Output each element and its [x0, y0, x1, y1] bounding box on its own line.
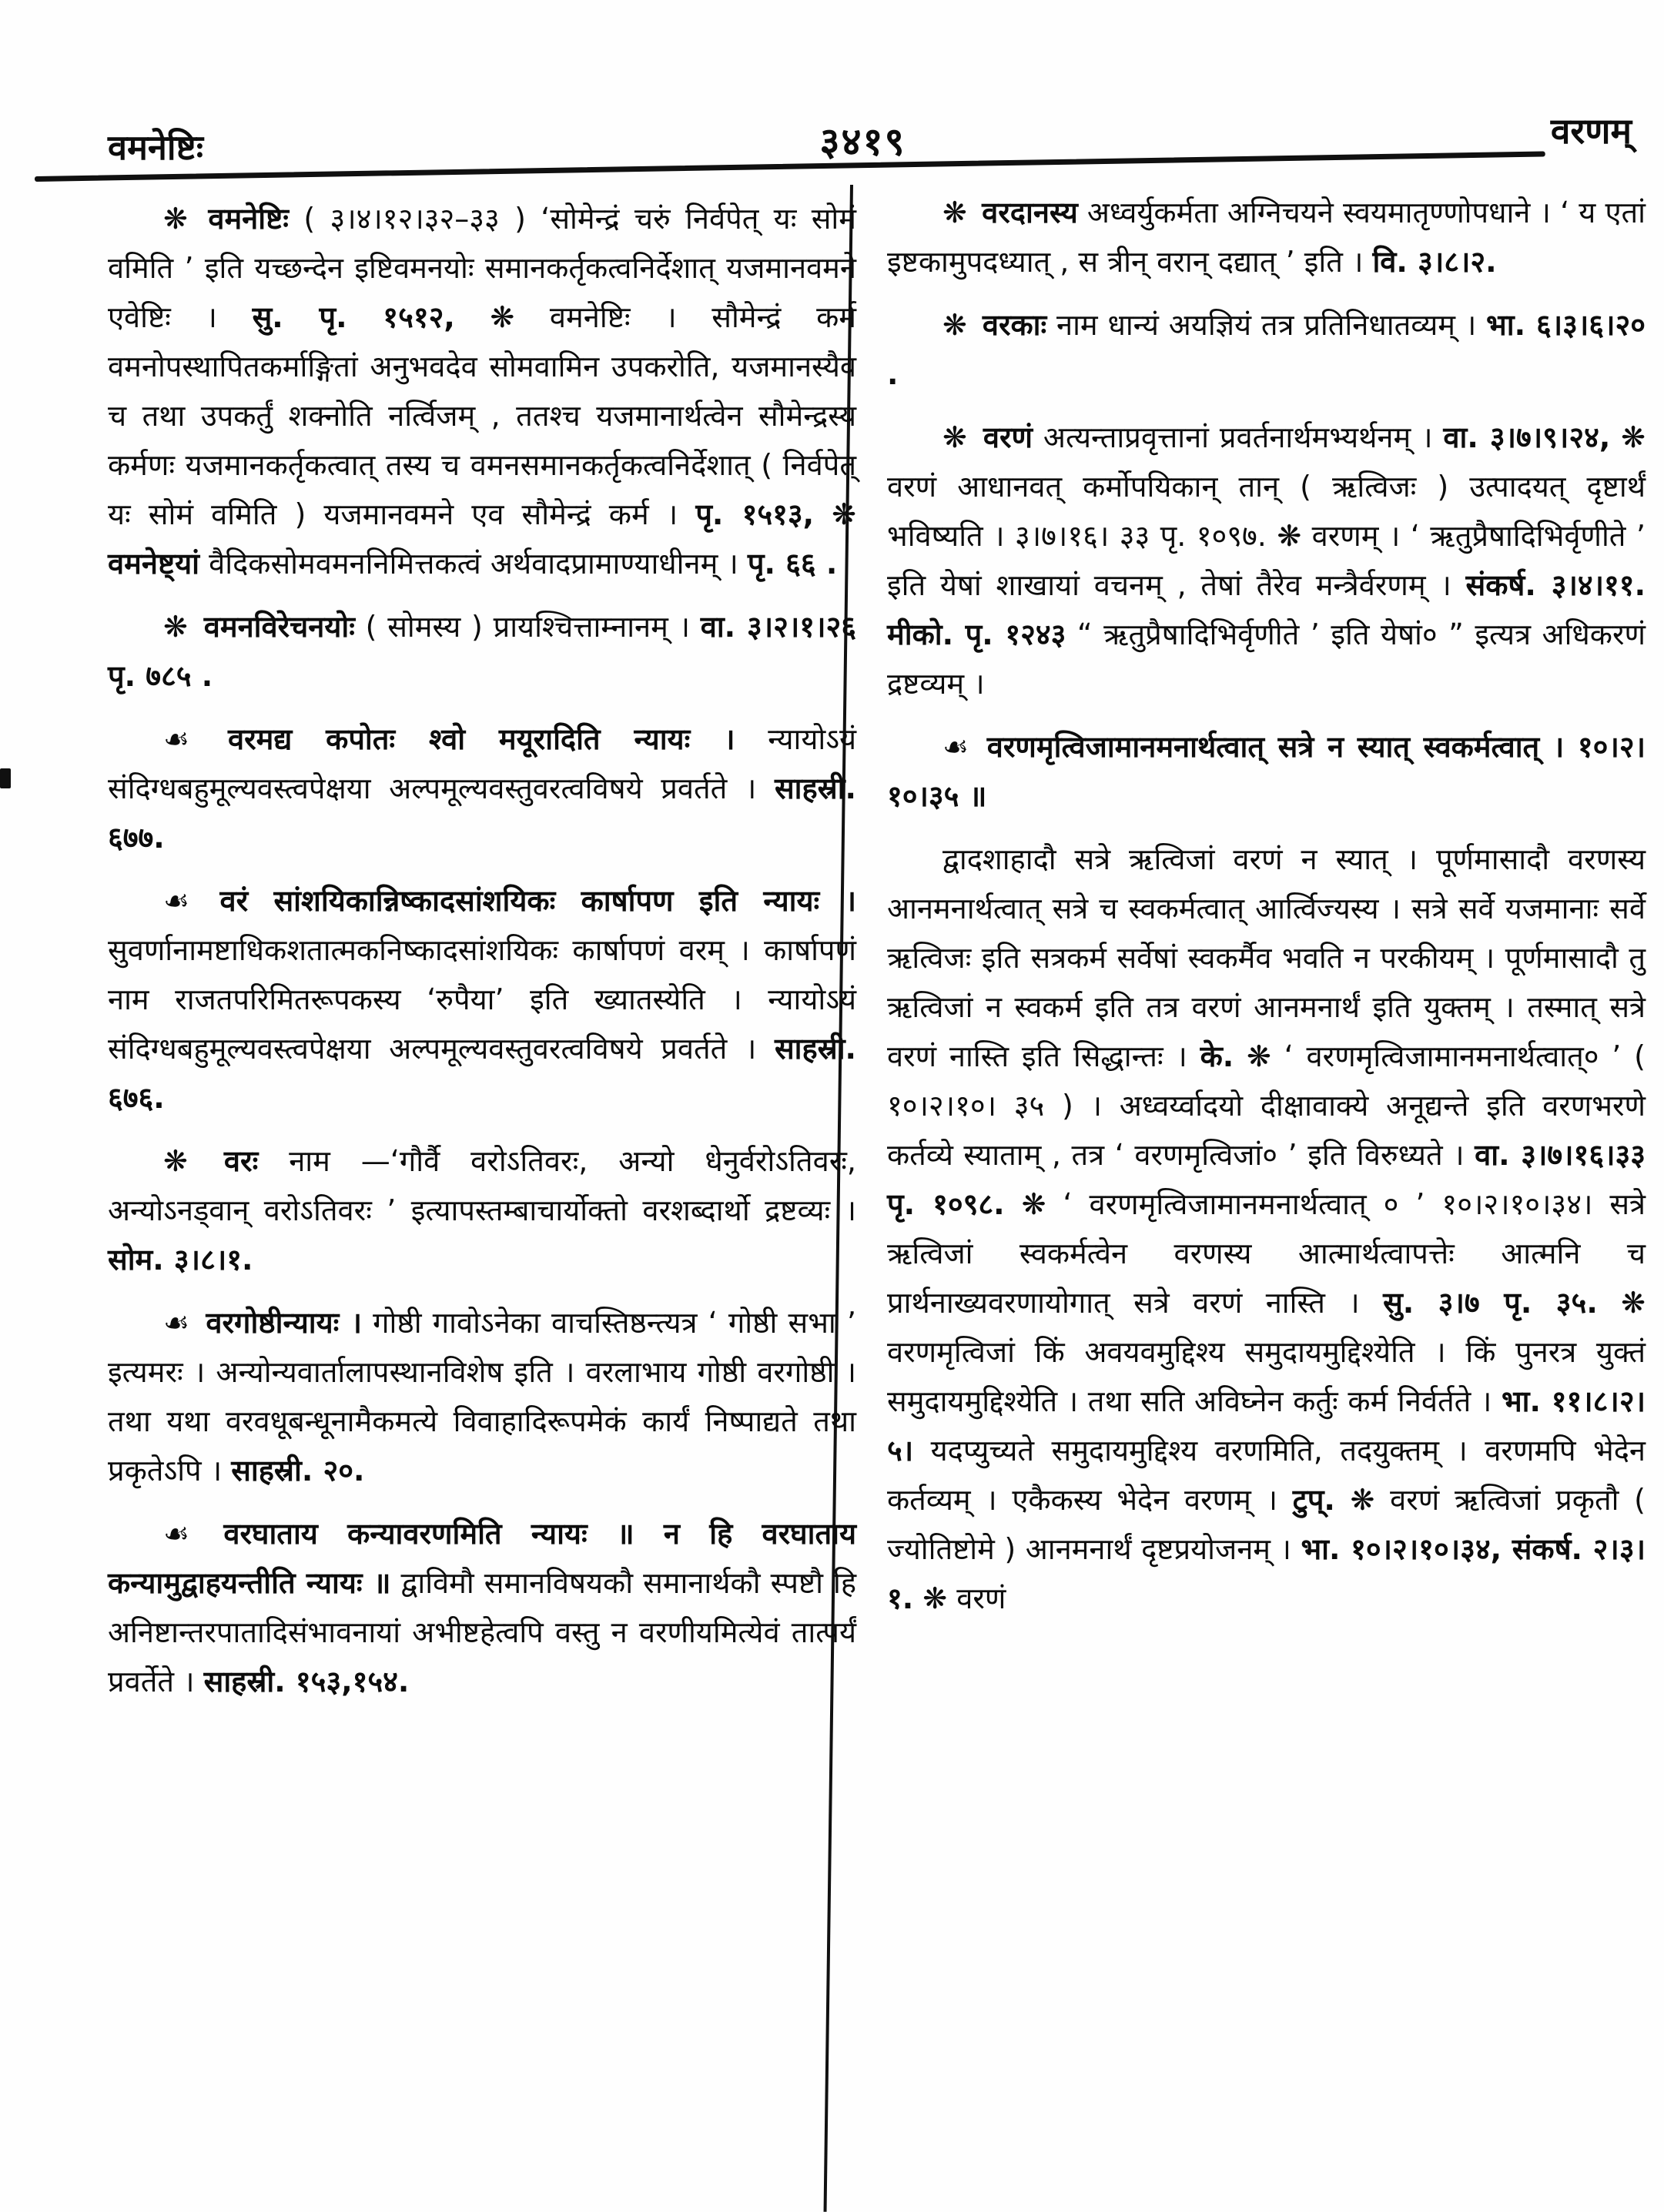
nyaya-marker-icon: ☙ — [163, 722, 223, 756]
entry-bold-text: वरदानस्य — [982, 196, 1078, 229]
entry-bold-text: भा. ११।८।२।५। — [887, 1384, 1646, 1467]
entry-body-text: द्वाविमौ समानविषयकौ समानार्थकौ स्पष्टौ हि अनिष्टान्तरपातादिसंभावनायां अभीष्टहेत्वपि वस्तु न वरणीयमित्येवं तात्पर्यं प्रवर्तेते । — [108, 1566, 856, 1698]
entry-marker-icon: ❋ — [163, 610, 199, 644]
dictionary-entry — [108, 194, 856, 588]
entry-body-text: ❋ वरणं आधानवत् कर्मोपयिकान् तान् ( ऋत्विजः ) उत्पादयत् दृष्टार्थं भविष्यति । ३।७।१६। ३३ पृ. १०९७. ❋ वरणम् । ‘ ऋतुप्रैषादिभिर्वृणीते ’ इति येषां शाखायां वचनम् , तेषां तैरेव मन्त्रैर्वरणम् । — [887, 420, 1646, 602]
entry-bold-text: के. — [1200, 1039, 1234, 1073]
entry-bold-text: वा. ३।७।१६।३३ पृ. १०९८. — [887, 1138, 1646, 1221]
entry-marker-icon: ❋ — [163, 202, 204, 236]
entry-bold-text: भा. ६।३।६।२० . — [887, 308, 1646, 391]
entry-bold-text: वि. ३।८।२. — [1372, 245, 1497, 279]
entry-body-text: अध्वर्युकर्मता अग्निचयने स्वयमातृण्णोपधाने । ‘ य एतां इष्टकामुपदध्यात् , स त्रीन् वरान् दद्यात् ’ इति । — [887, 196, 1646, 279]
entry-body-text: नाम धान्यं अयज्ञियं तत्र प्रतिनिधातव्यम् । — [1046, 308, 1487, 342]
entry-bold-text: पृ. १५१३, — [695, 497, 815, 531]
entry-body-text: न्यायोऽयं संदिग्धबहुमूल्यवस्त्वपेक्षया अल्पमूल्यवस्तुवरत्वविषये प्रवर्तते । — [108, 722, 857, 805]
entry-bold-text: पृ. ६६ . — [747, 547, 838, 581]
entry-bold-text: साहस्री. ६७७. — [108, 771, 856, 855]
entry-bold-text: वरणं — [983, 420, 1033, 454]
nyaya-marker-icon: ☙ — [163, 1517, 219, 1551]
entry-body-text: ❋ वरणमृत्विजां किं अवयवमुद्दिश्य समुदायमुद्दिश्येति । किं पुनरत्र युक्तं समुदायमुद्दिश्येति । तथा सति अविघ्नेन कर्तुः कर्म निर्वर्तते । — [887, 1286, 1646, 1418]
entry-marker-icon: ❋ — [942, 308, 978, 342]
running-head-right-headword: वरणम् — [1550, 110, 1632, 152]
dictionary-entry — [108, 876, 856, 1123]
entry-body-text: गोष्ठी गावोऽनेका वाचस्तिष्ठन्त्यत्र ‘ गोष्ठी सभा ’ इत्यमरः । अन्योन्यवार्तालापस्थानविशेष इति । वरलाभाय गोष्ठी वरगोष्ठी । तथा यथा वरवधूबन्धूनामैकमत्ये विवाहादिरूपमेकं कार्यं निष्पाद्यते तथा प्रकृतेऽपि । — [108, 1306, 856, 1487]
dictionary-entry — [108, 714, 856, 862]
entry-body-text: ❋ ‘ वरणमृत्विजामानमनार्थत्वात् ० ’ १०।२।१०।३४। सत्रे ऋत्विजां स्वकर्मत्वेन वरणस्य आत्मार्थत्वापत्तेः आत्मनि च प्रार्थनाख्यवरणायोगात् सत्रे वरणं नास्ति । — [887, 1187, 1646, 1320]
entry-body-text: “ ऋतुप्रैषादिभिर्वृणीते ’ इति येषां० ” इत्यत्र अधिकरणं द्रष्टव्यम् । — [887, 617, 1646, 701]
entry-body-text: ❋ वरणं — [913, 1581, 1006, 1615]
entry-body-text: यदप्युच्यते समुदायमुद्दिश्य वरणमिति, तदयुक्तम् । वरणमपि भेदेन कर्तव्यम् । एकैकस्य भेदेन वरणम् । — [887, 1434, 1646, 1517]
entry-body-text: नाम —‘गौर्वै वरोऽतिवरः, अन्यो धेनुर्वरोऽतिवरः, अन्योऽनड्वान् वरोऽतिवरः ’ इत्यापस्तम्बाचार्योक्तो वरशब्दार्थो द्रष्टव्यः । — [108, 1144, 856, 1227]
dictionary-entry — [887, 413, 1646, 708]
dictionary-entry — [887, 722, 1646, 821]
column-left — [108, 194, 856, 1720]
page-number: ३४१९ — [819, 119, 906, 164]
entry-body-text: ( ३।४।१२।३२–३३ ) ‘सोमेन्द्रं चरुं निर्वपेत् यः सोमं वमिति ’ इति यच्छन्देन इष्टिवमनयोः समानकर्तृकत्वनिर्देशात् यजमानवमने एवेष्टिः । — [108, 202, 856, 334]
dictionary-entry — [108, 1509, 856, 1706]
scan-artifact-mark — [0, 768, 11, 788]
entry-bold-text: सु. पृ. १५१२, — [252, 300, 455, 334]
entry-bold-text: वरः — [223, 1144, 259, 1178]
dictionary-entry — [108, 1136, 856, 1284]
dictionary-entry — [108, 1298, 856, 1495]
entry-body-text: ❋ वरणं ऋत्विजां प्रकृतौ ( ज्योतिष्टोमे ) आनमनार्थं दृष्टप्रयोजनम् । — [887, 1483, 1646, 1566]
entry-bold-text: वा. ३।२।१।२६ पृ. ७८५ . — [108, 610, 856, 693]
entry-marker-icon: ❋ — [942, 196, 978, 229]
nyaya-marker-icon: ☙ — [942, 730, 983, 764]
entry-bold-text: साहस्री. २०. — [231, 1454, 365, 1487]
entry-body-text: ❋ वमनेष्टिः । सौमेन्द्रं कर्म वमनोपस्थापितकर्माङ्गितां अनुभवदेव सोमवामिन उपकरोति, यजमानस्यैव च तथा उपकर्तुं शक्नोति नर्त्विजम् , ततश्च यजमानार्थत्वेन सौमेन्द्रस्य कर्मणः यजमानकर्तृकत्वात् तस्य च वमनसमानकर्तृकत्वनिर्देशात् ( निर्वपेत् यः सोमं वमिति ) यजमानवमने एव सौमेन्द्रं कर्म । — [108, 300, 857, 531]
entry-bold-text: वमनविरेचनयोः — [203, 610, 355, 644]
entry-marker-icon: ❋ — [163, 1144, 219, 1178]
entry-bold-text: टुप्. — [1292, 1483, 1335, 1517]
entry-body-text: ❋ ‘ वरणमृत्विजामानमनार्थत्वात्० ’ ( १०।२।१०। ३५ ) । अध्वर्य्वादयो दीक्षावाक्ये अनूद्यन्ते इति वरणभरणे कर्तव्ये स्याताम् , तत्र ‘ वरणमृत्विजां० ’ इति विरुध्यते । — [887, 1039, 1646, 1172]
entry-bold-text: वमनेष्ट्यां — [108, 547, 200, 581]
entry-bold-text: वा. ३।७।९।२४, — [1443, 420, 1611, 454]
running-head — [108, 110, 1632, 168]
entry-bold-text: वरगोष्ठीन्यायः । — [206, 1306, 363, 1340]
entry-bold-text: वरघाताय कन्यावरणमिति न्यायः ॥ न हि वरघाताय कन्यामुद्वाहयन्तीति न्यायः ॥ — [108, 1517, 857, 1600]
entry-bold-text: सोम. ३।८।१. — [108, 1243, 253, 1277]
entry-bold-text: वरमद्य कपोतः श्वो मयूरादिति न्यायः । — [227, 722, 735, 756]
nyaya-marker-icon: ☙ — [163, 884, 216, 918]
entry-body-text: वैदिकसोमवमननिमित्तकत्वं अर्थवादप्रामाण्याधीनम् । — [199, 547, 748, 581]
dictionary-entry — [887, 300, 1646, 399]
entry-bold-text: वमनेष्टिः — [208, 202, 289, 236]
entry-bold-text: वरकाः — [982, 308, 1047, 342]
running-head-left-headword: वमनेष्टिः — [108, 127, 203, 168]
column-right — [887, 188, 1646, 1637]
entry-body-text: सुवर्णानामष्टाधिकशतात्मकनिष्कादसांशयिकः कार्षापणं वरम् । कार्षापणं नाम राजतपरिमितरूपकस्य ‘रुपैया’ इति ख्यातस्येति । न्यायोऽयं संदिग्धबहुमूल्यवस्त्वपेक्षया अल्पमूल्यवस्तुवरत्वविषये प्रवर्तते । — [108, 933, 856, 1066]
entry-bold-text: संकर्ष. ३।४।११. मीको. पृ. १२४३ — [887, 568, 1646, 651]
dictionary-entry — [887, 835, 1646, 1623]
entry-bold-text: भा. १०।२।१०।३४, संकर्ष. २।३।१. — [887, 1532, 1646, 1615]
entry-body-text: अत्यन्ताप्रवृत्तानां प्रवर्तनार्थमभ्यर्थनम् । — [1033, 420, 1444, 454]
dictionary-entry — [887, 188, 1646, 286]
entry-body-text: ❋ — [814, 497, 856, 531]
entry-marker-icon: ❋ — [942, 420, 979, 454]
entry-bold-text: सु. ३।७ पृ. ३५. — [1383, 1286, 1598, 1320]
entry-bold-text: वरणमृत्विजामानमनार्थत्वात् सत्रे न स्यात् स्वकर्मत्वात् । १०।२।१०।३५ ॥ — [887, 730, 1646, 813]
entry-bold-text: साहस्री. ६७६. — [108, 1032, 856, 1115]
entry-bold-text: वरं सांशयिकान्निष्कादसांशयिकः कार्षापण इति न्यायः । — [219, 884, 856, 918]
dictionary-entry — [108, 602, 856, 701]
entry-bold-text: साहस्री. १५३,१५४. — [203, 1665, 410, 1698]
entry-body-text: द्वादशाहादौ सत्रे ऋत्विजां वरणं न स्यात् । पूर्णमासादौ वरणस्य आनमनार्थत्वात् सत्रे च स्वकर्मत्वात् आर्त्विज्यस्य । सत्रे सर्वे यजमानाः सर्वे ऋत्विजः इति सत्रकर्म सर्वेषां स्वकर्मैव भवति न परकीयम् । पूर्णमासादौ तु ऋत्विजां न स्वकर्म इति तत्र वरणं आनमनार्थं इति युक्तम् । तस्मात् सत्रे वरणं नास्ति इति सिद्धान्तः । — [887, 842, 1646, 1073]
nyaya-marker-icon: ☙ — [163, 1306, 202, 1340]
entry-body-text: ( सोमस्य ) प्रायश्चित्ताम्नानम् । — [354, 610, 701, 644]
